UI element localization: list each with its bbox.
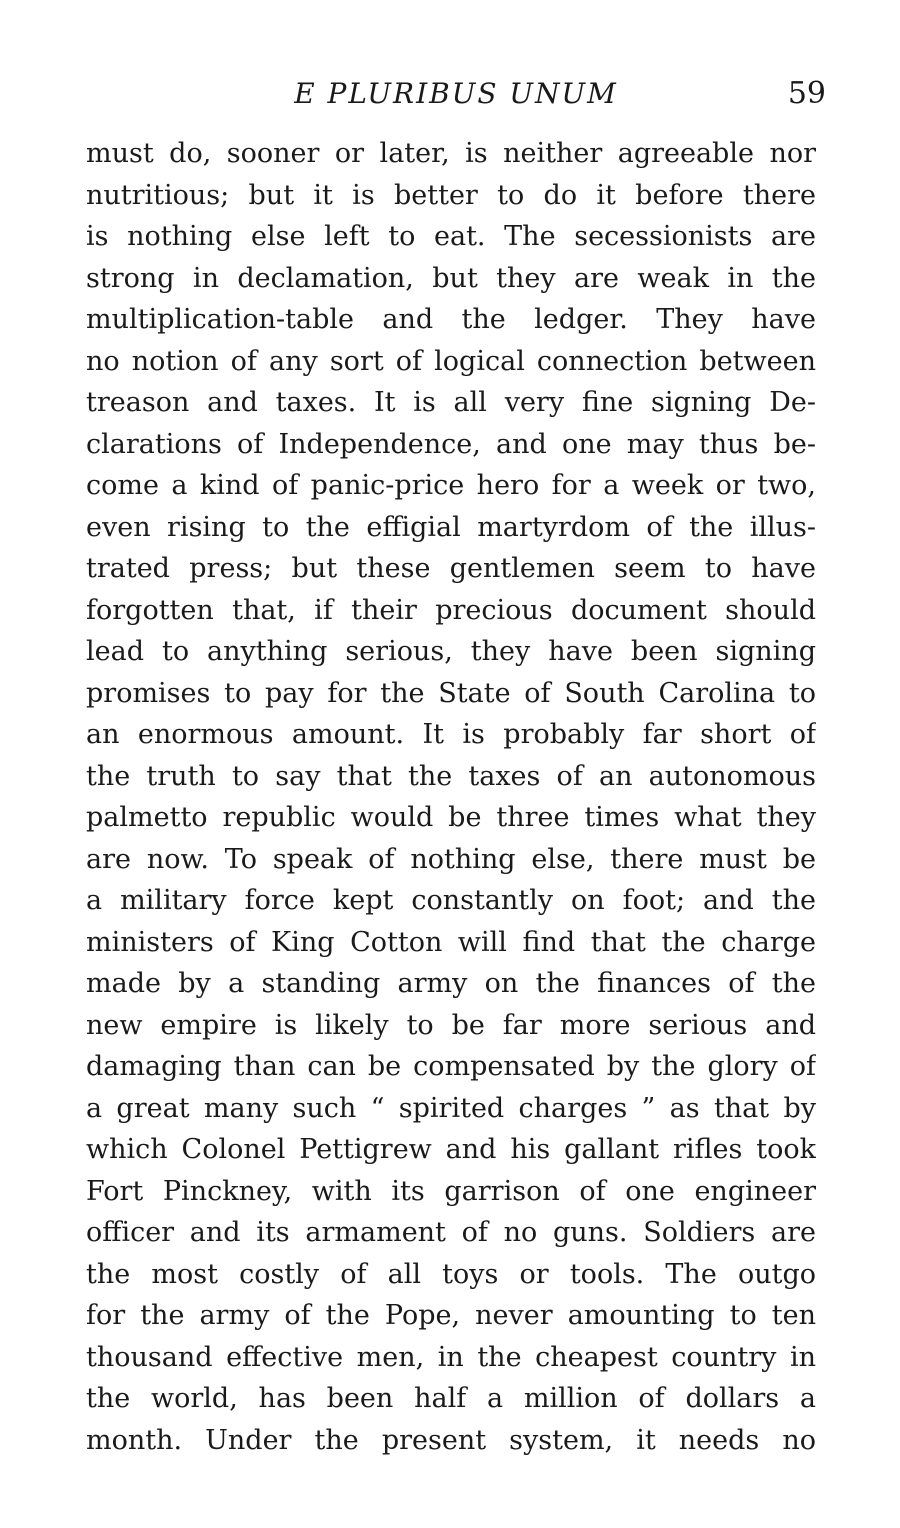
text-line-12: forgotten that, if their precious document should [86,594,816,626]
text-line-1: must do, sooner or later, is neither agreeable nor [86,138,816,169]
text-line-30: thousand effective men, in the cheapest country in [86,1341,816,1373]
text-line-27: officer and its armament of no guns. Soldiers are [86,1217,816,1248]
text-line-17: palmetto republic would be three times what they [86,802,816,833]
page-number: 59 [787,76,826,111]
text-line-6: no notion of any sort of logical connection between [86,345,816,377]
text-line-28: the most costly of all toys or tools. The outgo [86,1258,816,1290]
text-line-10: even rising to the effigial martyrdom of the illus- [86,511,816,543]
text-line-26: Fort Pinckney, with its garrison of one engineer [86,1175,816,1207]
text-line-2: nutritious; but it is better to do it before there [86,179,816,211]
running-head [86,74,826,114]
text-line-23: damaging than can be compensated by the glory of [86,1051,816,1082]
text-line-14: promises to pay for the State of South Carolina to [86,677,816,709]
text-line-7: treason and taxes. It is all very fine signing De- [86,387,816,418]
text-line-31: the world, has been half a million of dollars a [86,1383,816,1414]
text-line-29: for the army of the Pope, never amounting to ten [86,1300,816,1331]
text-line-5: multiplication-table and the ledger. They have [86,304,816,335]
running-title: E PLURIBUS UNUM [294,77,618,110]
text-line-13: lead to anything serious, they have been signing [86,636,816,667]
text-line-15: an enormous amount. It is probably far short of [86,719,816,750]
text-line-20: ministers of King Cotton will find that the charge [86,926,816,958]
body-text [86,133,816,1461]
text-line-24: a great many such “ spirited charges ” as that by [86,1092,816,1124]
text-line-11: trated press; but these gentlemen seem to have [86,553,816,584]
text-line-19: a military force kept constantly on foot; and the [86,885,816,916]
text-line-25: which Colonel Pettigrew and his gallant rifles took [86,1134,816,1165]
text-line-21: made by a standing army on the finances of the [86,968,816,999]
text-line-18: are now. To speak of nothing else, there must be [86,843,816,875]
text-line-9: come a kind of panic-price hero for a week or two, [86,470,816,501]
text-line-4: strong in declamation, but they are weak in the [86,262,816,294]
text-line-16: the truth to say that the taxes of an autonomous [86,760,816,792]
text-line-22: new empire is likely to be far more serious and [86,1009,816,1041]
text-line-32: month. Under the present system, it needs no [86,1424,816,1456]
text-line-3: is nothing else left to eat. The secessionists are [86,221,816,252]
text-line-8: clarations of Independence, and one may thus be- [86,428,816,460]
